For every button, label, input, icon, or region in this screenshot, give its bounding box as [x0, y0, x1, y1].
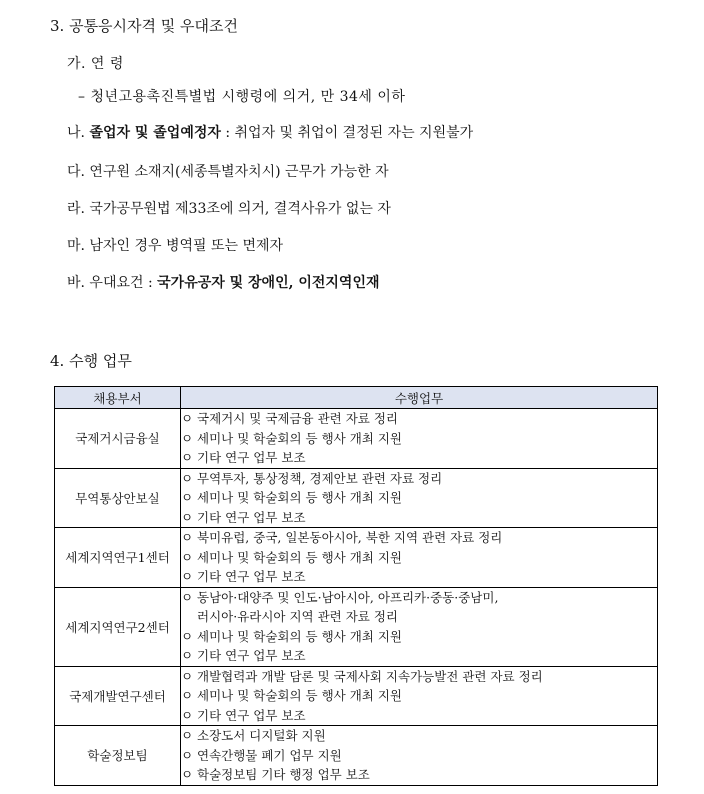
task-item — [181, 686, 657, 706]
qualification-preference-bold: 국가유공자 및 장애인, 이전지역인재 — [157, 275, 380, 291]
duties-cell — [181, 468, 658, 528]
task-text: 국제거시 및 국제금융 관련 자료 정리 — [197, 411, 398, 426]
task-item — [181, 627, 657, 647]
task-item-continuation: 러시아·유라시아 지역 관련 자료 정리 — [197, 609, 398, 624]
table-header-row — [55, 387, 658, 409]
qualification-age-detail: – 청년고용촉진특별법 시행령에 의거, 만 34세 이하 — [78, 89, 406, 105]
bullet-circle: ㅇ — [181, 707, 194, 723]
task-text: 동남아·대양주 및 인도·남아시아, 아프리카·중동·중남미, — [197, 589, 499, 605]
task-text: 무역투자, 통상정책, 경제안보 관련 자료 정리 — [197, 470, 443, 486]
task-item — [181, 765, 657, 785]
task-item — [181, 448, 657, 468]
bullet-circle: ㅇ — [181, 767, 194, 782]
task-item — [181, 726, 657, 746]
table-row — [55, 409, 658, 469]
task-item — [181, 469, 657, 489]
duties-cell — [181, 587, 658, 666]
bullet-circle: ㅇ — [181, 589, 194, 605]
task-item — [181, 508, 657, 528]
qualification-preference — [67, 274, 380, 292]
task-text: 기타 연구 업무 보조 — [197, 648, 306, 663]
bullet-circle: ㅇ — [181, 530, 194, 545]
bullet-circle: ㅇ — [181, 668, 194, 684]
header-department: 채용부서 — [55, 387, 181, 409]
task-item — [181, 746, 657, 766]
bullet-circle: ㅇ — [181, 628, 194, 644]
task-text: 기타 연구 업무 보조 — [197, 707, 306, 723]
task-text: 세미나 및 학술회의 등 행사 개최 지원 — [197, 688, 402, 703]
task-text: 북미유럽, 중국, 일본동아시아, 북한 지역 관련 자료 정리 — [197, 530, 503, 545]
task-text: 기타 연구 업무 보조 — [197, 569, 306, 584]
task-item — [181, 567, 657, 587]
qualification-location: 다. 연구원 소재지(세종특별자치시) 근무가 가능한 자 — [67, 164, 389, 180]
task-text: 학술정보팀 기타 행정 업무 보조 — [197, 767, 370, 782]
qualification-graduate-rest: : 취업자 및 취업이 결정된 자는 지원불가 — [220, 125, 474, 141]
table-row — [55, 528, 658, 588]
bullet-circle: ㅇ — [181, 430, 194, 446]
table-row — [55, 468, 658, 528]
task-item — [181, 706, 657, 726]
duties-cell — [181, 666, 658, 726]
header-duties: 수행업무 — [181, 387, 658, 409]
duties-cell — [181, 726, 658, 786]
duties-cell — [181, 528, 658, 588]
qualification-graduate-bold: 졸업자 및 졸업예정자 — [89, 125, 221, 141]
task-text: 소장도서 디지털화 지원 — [197, 728, 326, 743]
table-row — [55, 726, 658, 786]
department-cell: 세계지역연구2센터 — [55, 587, 181, 666]
table-row — [55, 587, 658, 666]
task-item — [181, 548, 657, 568]
bullet-circle: ㅇ — [181, 450, 194, 465]
task-text: 기타 연구 업무 보조 — [197, 509, 306, 525]
qualification-preference-prefix: 바. 우대요건 : — [67, 275, 158, 291]
task-item — [181, 667, 657, 687]
task-item — [181, 488, 657, 508]
task-item — [181, 429, 657, 449]
bullet-circle: ㅇ — [181, 549, 194, 565]
task-text: 세미나 및 학술회의 등 행사 개최 지원 — [197, 490, 402, 505]
qualification-graduate-prefix: 나. — [67, 125, 90, 141]
department-cell: 학술정보팀 — [55, 726, 181, 786]
bullet-circle: ㅇ — [181, 747, 194, 763]
bullet-circle: ㅇ — [181, 648, 194, 663]
task-text: 개발협력과 개발 담론 및 국제사회 지속가능발전 관련 자료 정리 — [197, 668, 543, 684]
task-text: 세미나 및 학술회의 등 행사 개최 지원 — [197, 628, 402, 644]
task-text: 세미나 및 학술회의 등 행사 개최 지원 — [197, 430, 402, 446]
bullet-circle: ㅇ — [181, 509, 194, 525]
qualification-age-label: 가. 연 령 — [67, 56, 124, 72]
bullet-circle: ㅇ — [181, 688, 194, 703]
task-text: 세미나 및 학술회의 등 행사 개최 지원 — [197, 549, 402, 565]
task-item — [181, 409, 657, 429]
section4-heading: 4. 수행 업무 — [50, 352, 132, 370]
bullet-circle: ㅇ — [181, 470, 194, 486]
section3-heading: 3. 공통응시자격 및 우대조건 — [50, 17, 239, 35]
task-text: 기타 연구 업무 보조 — [197, 450, 306, 465]
duties-table — [54, 386, 658, 786]
department-cell: 국제개발연구센터 — [55, 666, 181, 726]
department-cell: 무역통상안보실 — [55, 468, 181, 528]
department-cell: 국제거시금융실 — [55, 409, 181, 469]
task-item — [181, 646, 657, 666]
qualification-graduate — [67, 124, 473, 142]
qualification-civil-service: 라. 국가공무원법 제33조에 의거, 결격사유가 없는 자 — [67, 201, 391, 217]
department-cell: 세계지역연구1센터 — [55, 528, 181, 588]
task-item — [181, 528, 657, 548]
table-row — [55, 666, 658, 726]
task-item — [181, 588, 657, 608]
bullet-circle: ㅇ — [181, 728, 194, 743]
bullet-circle: ㅇ — [181, 411, 194, 426]
qualification-military: 마. 남자인 경우 병역필 또는 면제자 — [67, 238, 284, 254]
bullet-circle: ㅇ — [181, 569, 194, 584]
duties-cell — [181, 409, 658, 469]
bullet-circle: ㅇ — [181, 490, 194, 505]
task-text: 연속간행물 폐기 업무 지원 — [197, 747, 342, 763]
